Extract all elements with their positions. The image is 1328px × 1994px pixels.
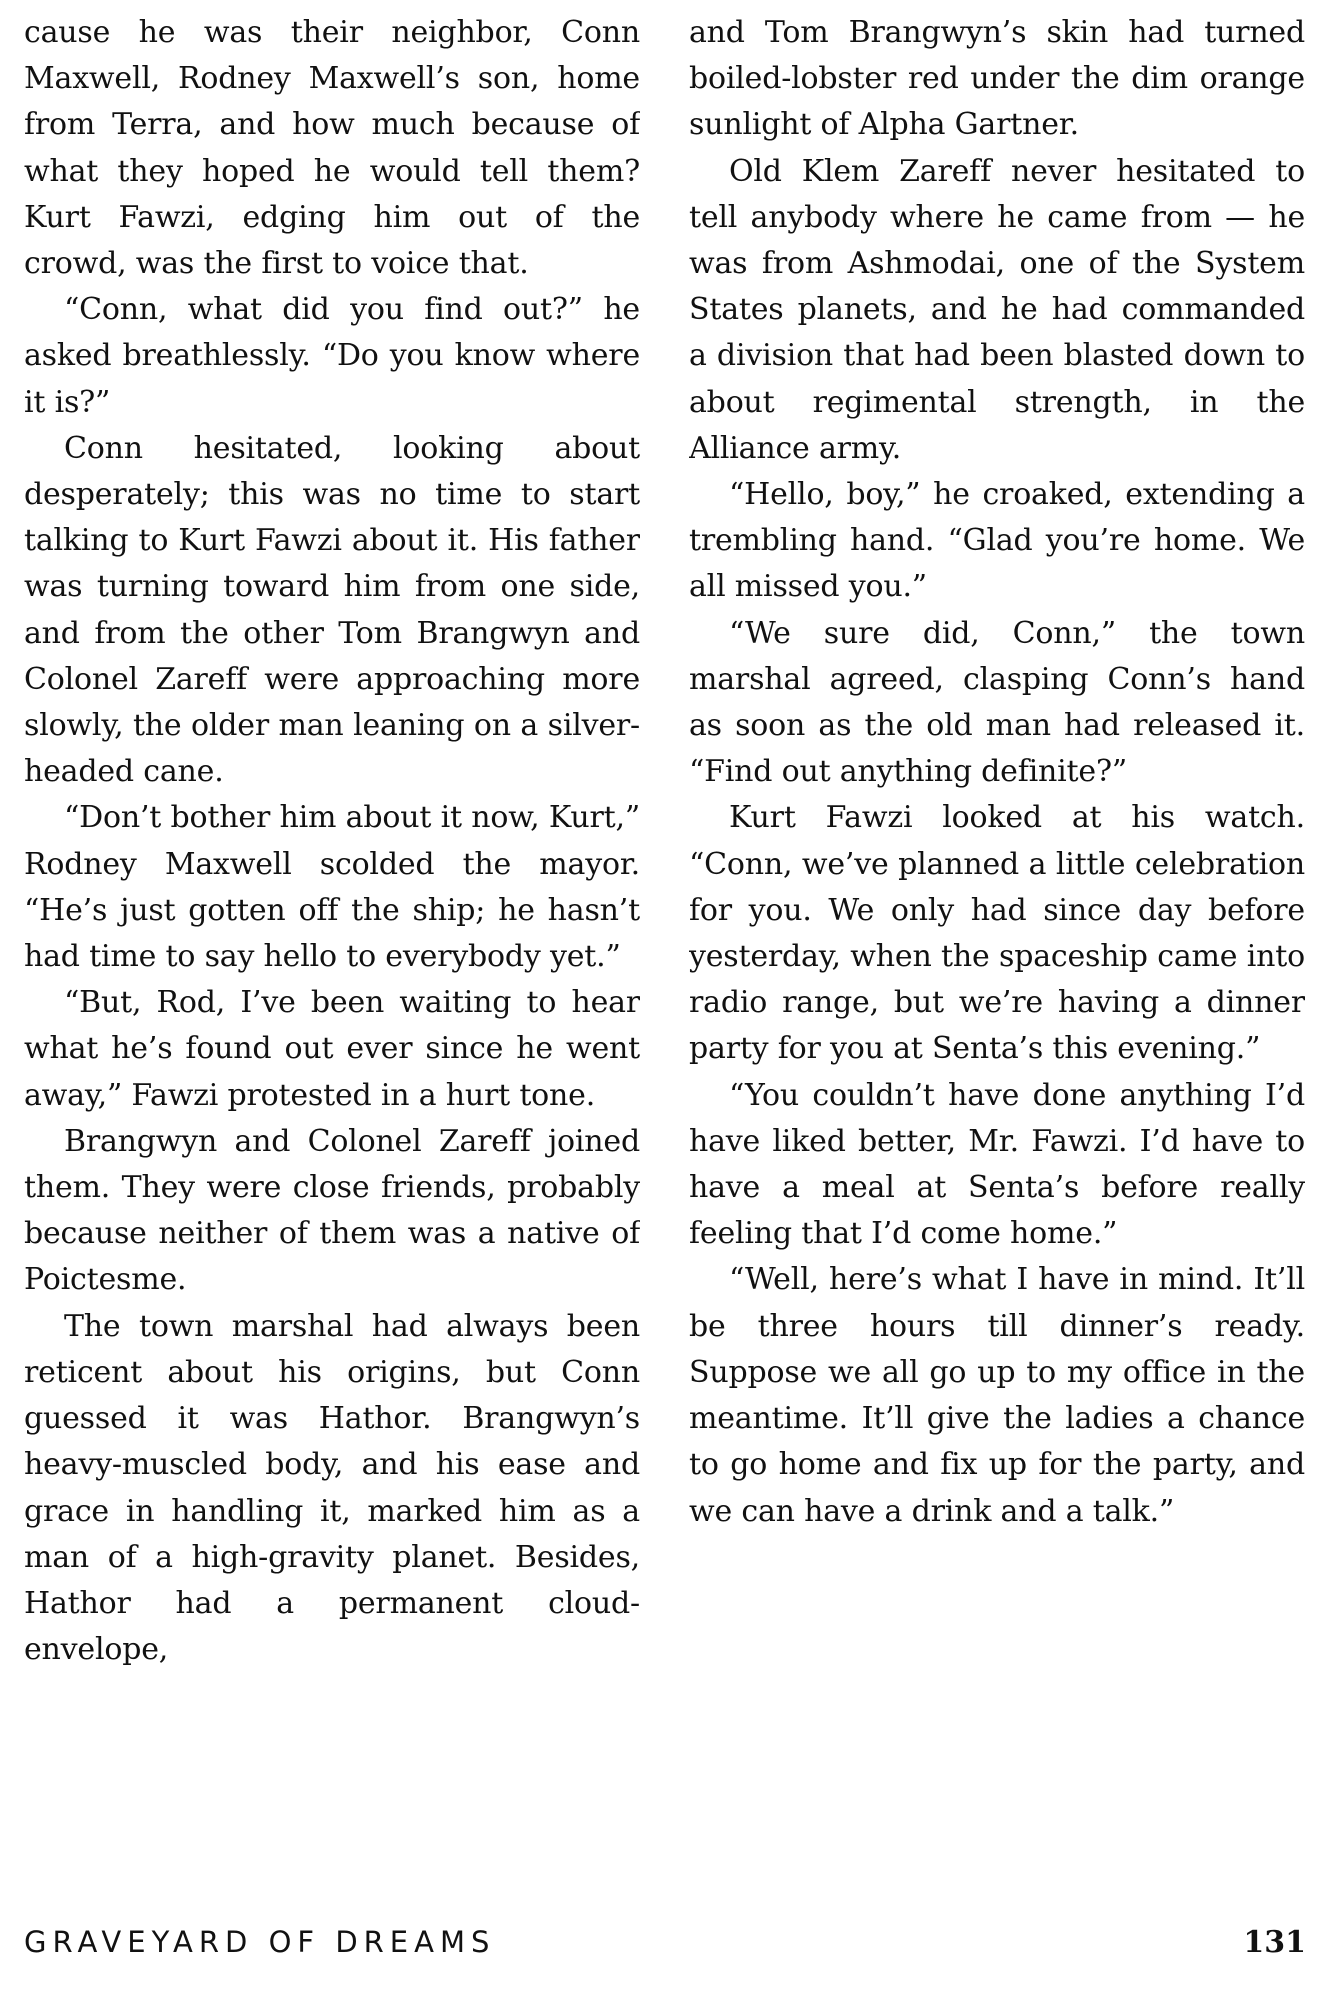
paragraph: Old Klem Zareff never hesitated to tell anybody where he came from — he was from Ashmodai, one of the System States planets, and he had commanded a division that had been blasted down to about regimental strength, in the Alliance army. [689,153,1305,466]
paragraph: “But, Rod, I’ve been waiting to hear what he’s found out ever since he went away,” Fawzi protested in a hurt tone. [24,985,640,1113]
right-column [689,10,1305,1840]
paragraph: Kurt Fawzi looked at his watch. “Conn, we’ve planned a little celebration for you. We only had since day before yesterday, when the spaceship came into radio range, but we’re having a dinner party for you at Senta’s this evening.” [689,800,1305,1067]
paragraph: “Don’t bother him about it now, Kurt,” Rodney Maxwell scolded the mayor. “He’s just gotten off the ship; he hasn’t had time to say hello to everybody yet.” [24,800,640,975]
running-title: GRAVEYARD OF DREAMS [24,1925,496,1959]
paragraph: and Tom Brangwyn’s skin had turned boiled-lobster red under the dim orange sunlight of Alpha Gartner. [689,15,1305,143]
paragraph: cause he was their neighbor, Conn Maxwell, Rodney Maxwell’s son, home from Terra, and how much because of what they hoped he would tell them? Kurt Fawzi, edging him out of the crowd, was the first to voice that. [24,15,640,282]
paragraph: “You couldn’t have done anything I’d have liked better, Mr. Fawzi. I’d have to have a meal at Senta’s before really feeling that I’d come home.” [689,1077,1305,1252]
left-column [24,10,640,1840]
paragraph: “We sure did, Conn,” the town marshal agreed, clasping Conn’s hand as soon as the old man had released it. “Find out anything definite?” [689,615,1305,790]
paragraph: “Hello, boy,” he croaked, extending a trembling hand. “Glad you’re home. We all missed you.” [689,477,1305,605]
paragraph: The town marshal had always been reticent about his origins, but Conn guessed it was Hathor. Brangwyn’s heavy-muscled body, and his ease and grace in handling it, marked him as a man of a high-gravity planet. Besides, Hathor had a permanent cloud-envelope, [24,1308,640,1668]
paragraph: “Well, here’s what I have in mind. It’ll be three hours till dinner’s ready. Suppose we all go up to my office in the meantime. It’ll give the ladies a chance to go home and fix up for the party, and we can have a drink and a talk.” [689,1262,1305,1529]
paragraph: Brangwyn and Colonel Zareff joined them. They were close friends, probably because neither of them was a native of Poictesme. [24,1123,640,1298]
page-footer [24,1925,1306,1969]
page-number: 131 [1243,1925,1306,1960]
paragraph: “Conn, what did you find out?” he asked breathlessly. “Do you know where it is?” [24,292,640,420]
paragraph: Conn hesitated, looking about desperately; this was no time to start talking to Kurt Fawzi about it. His father was turning toward him from one side, and from the other Tom Brangwyn and Colonel Zareff were approaching more slowly, the older man leaning on a silver-headed cane. [24,430,640,790]
